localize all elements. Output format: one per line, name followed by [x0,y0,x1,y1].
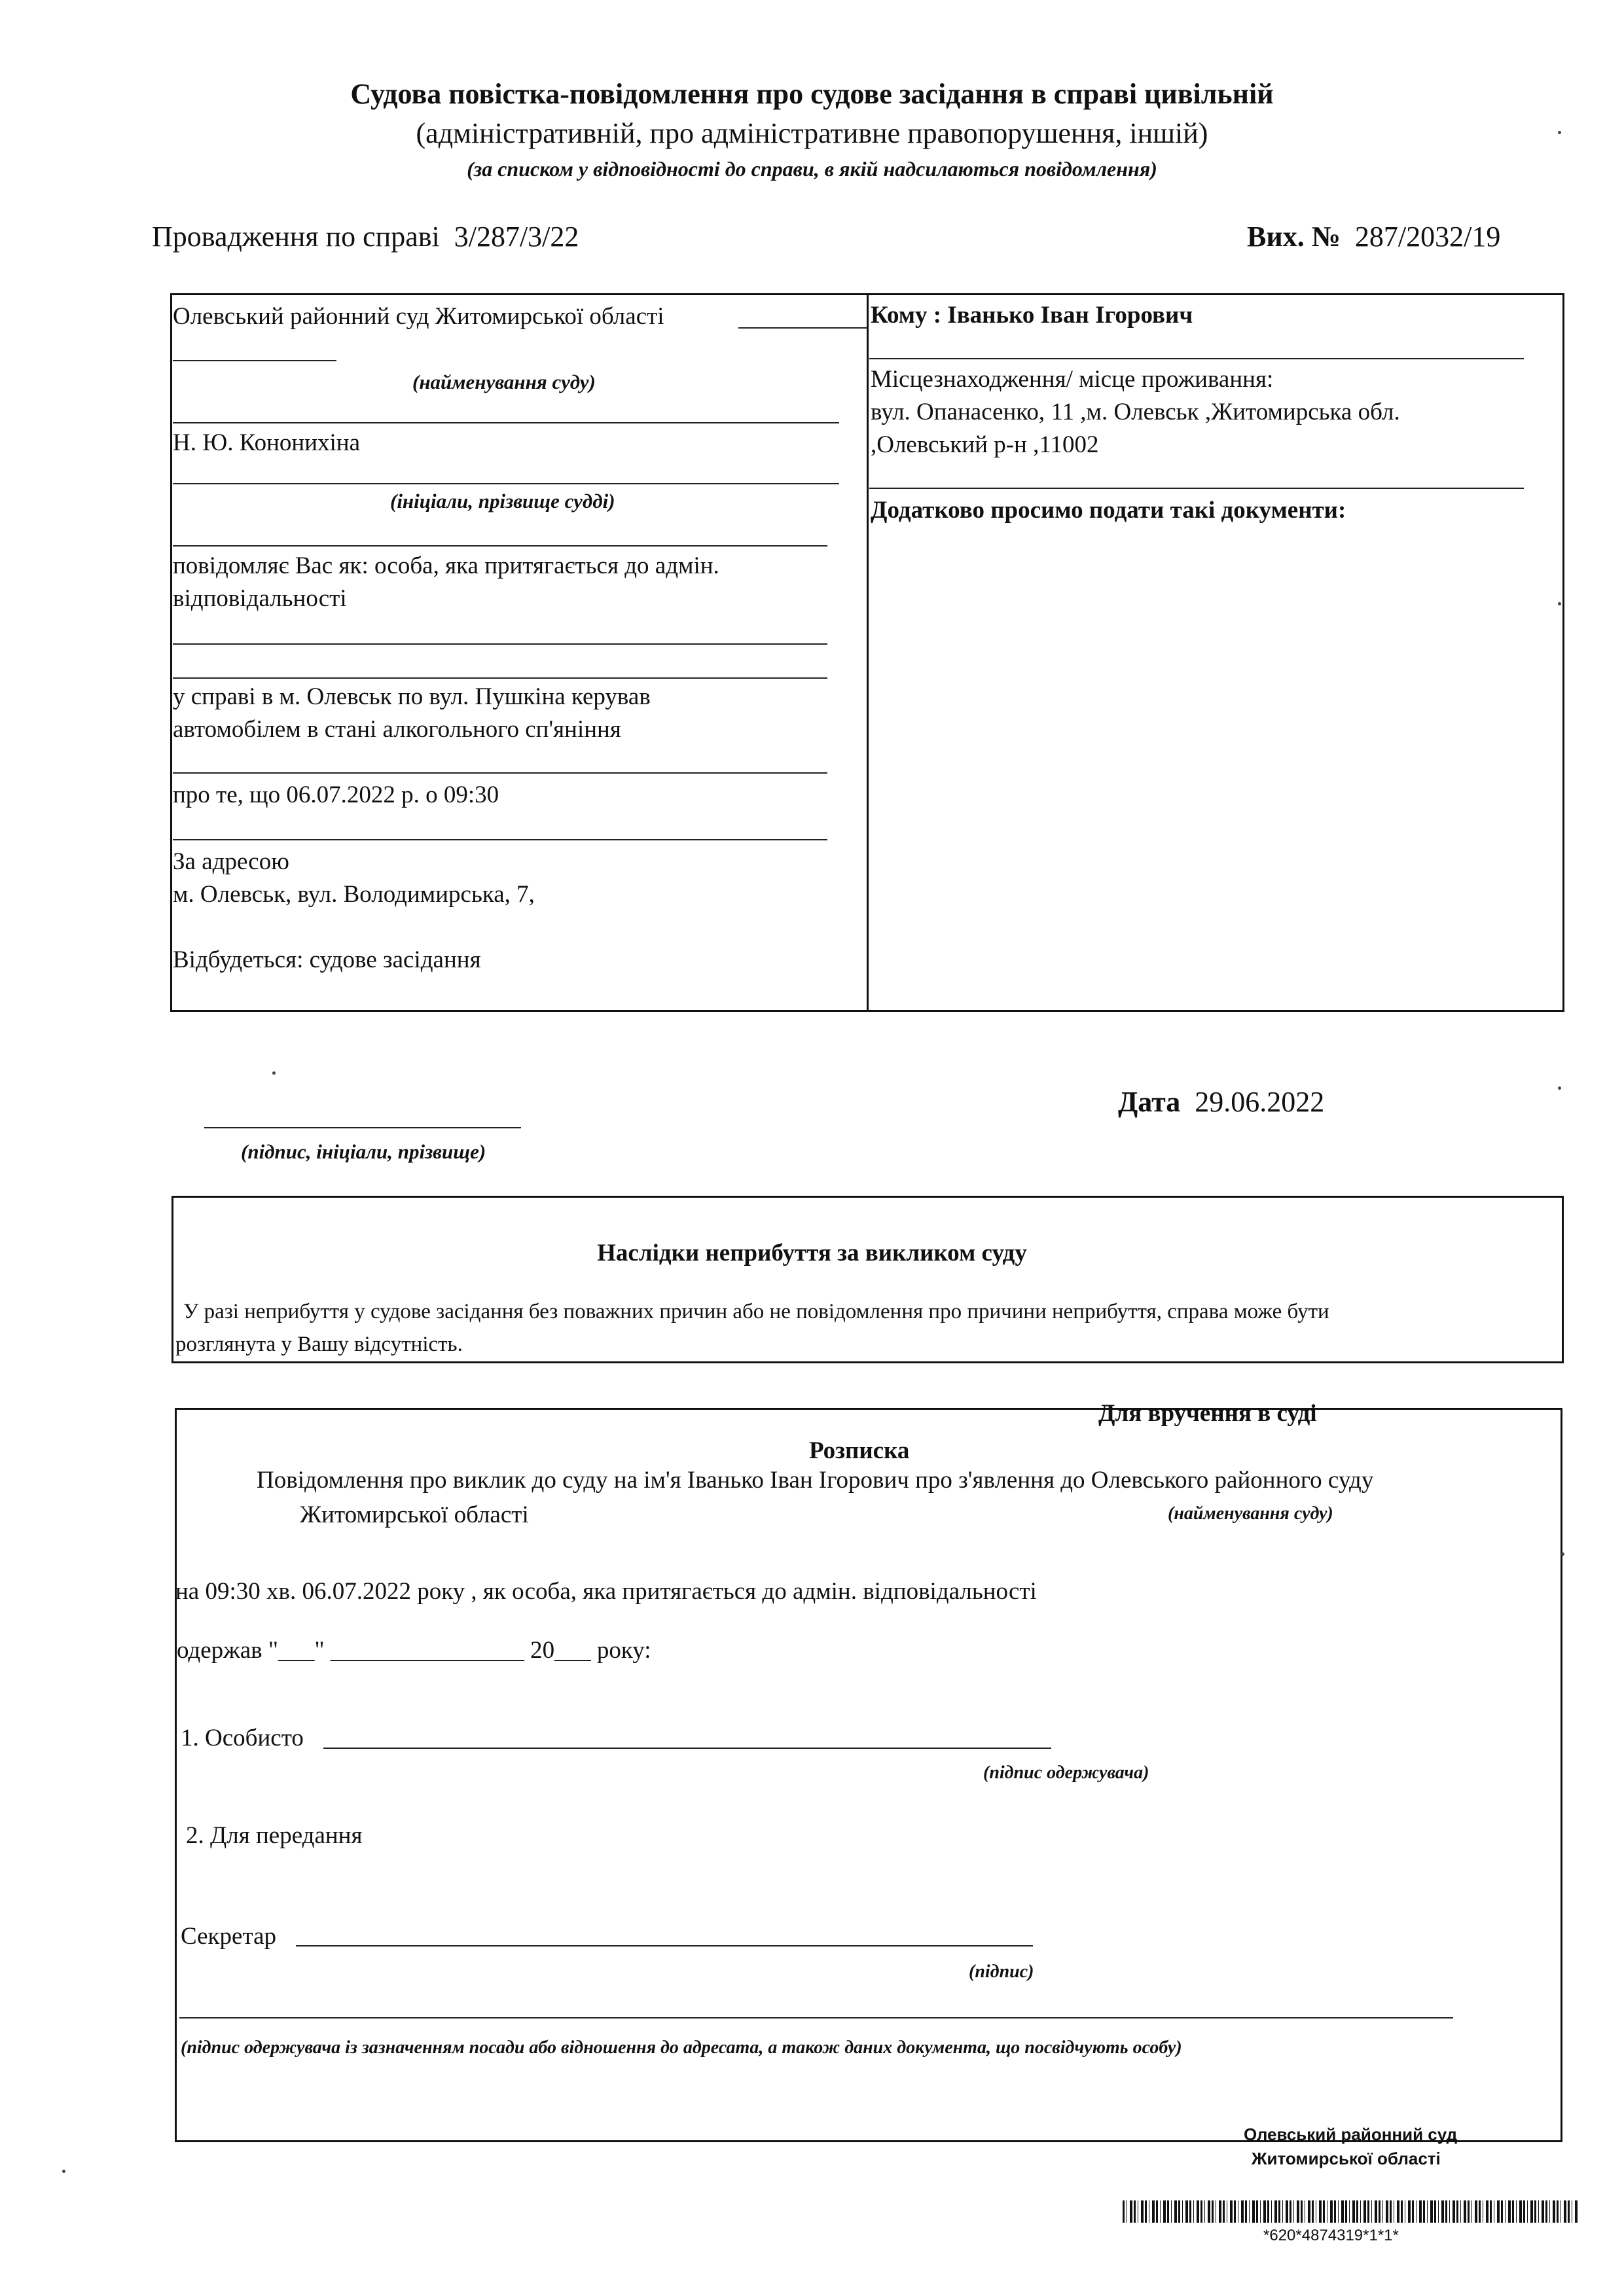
court-caption: (найменування суду) [412,370,596,393]
rule [173,677,827,679]
secretary-caption: (підпис) [969,1962,1034,1982]
barcode [1123,2200,1578,2223]
judge-caption: (ініціали, прізвище судді) [390,490,615,512]
scan-speck [1558,602,1561,605]
rule [173,360,336,361]
receipt-line-1: Повідомлення про виклик до суду на ім'я Іванько Іван Ігорович про з'явлення до Олевського районного суду [257,1467,1374,1494]
outgoing-number: 287/2032/19 [1354,221,1501,253]
secretary-signature-line [296,1945,1033,1946]
secretary-label: Секретар [181,1923,276,1950]
consequences-title: Наслідки неприбуття за викликом суду [597,1240,1027,1266]
scan-speck [1558,1086,1561,1090]
rule [173,643,827,645]
signature-line [204,1127,521,1128]
case-number: 3/287/3/22 [454,221,579,253]
document-title: Судова повістка-повідомлення про судове засідання в справі цивільній [350,78,1274,110]
scan-speck [1558,131,1561,134]
consequences-line-2: розглянута у Вашу відсутність. [175,1333,463,1356]
document-date [1118,1085,1324,1119]
date-label: Дата [1118,1086,1181,1118]
case-label: Провадження по справі [152,221,440,253]
document-subnote: (за списком у відповідності до справи, в якій надсилаються повідомлення) [467,157,1157,181]
hearing-event: Відбудеться: судове засідання [173,946,481,973]
recipient-address-2: ,Олевський р-н ,11002 [871,431,1099,458]
signature-caption: (підпис, ініціали, прізвище) [241,1140,486,1163]
notify-line-1: повідомляє Вас як: особа, яка притягається до адмін. [173,552,719,579]
personal-label: 1. Особисто [181,1725,304,1751]
date-value: 29.06.2022 [1195,1086,1325,1118]
scan-speck [1561,1552,1564,1556]
rule [173,545,827,547]
column-divider [867,293,869,1012]
case-reference [152,220,579,253]
rule [869,488,1524,489]
for-court-label: Для вручення в суді [1098,1400,1317,1427]
rule [173,839,827,840]
case-line-2: автомобілем в стані алкогольного сп'яніння [173,716,621,743]
bottom-caption: (підпис одержувача із зазначенням посади або відношення до адресата, а також даних документа, що посвідчують особу) [181,2037,1182,2058]
recipient: Кому : Іванько Іван Ігорович [871,302,1193,329]
hearing-address: м. Олевськ, вул. Володимирська, 7, [173,881,535,908]
judge-name: Н. Ю. Кононихіна [173,429,360,456]
case-line-1: у справі в м. Олевськ по вул. Пушкіна керував [173,683,651,710]
rule [173,422,839,423]
outgoing-label: Вих. № [1247,221,1341,253]
notify-line-2: відповідальності [173,585,347,612]
documents-label: Додатково просимо подати такі документи: [871,497,1346,524]
location-label: Місцезнаходження/ місце проживання: [871,366,1274,393]
receipt-court-caption: (найменування суду) [1168,1503,1333,1524]
personal-signature-line [323,1748,1051,1749]
received-date-line: одержав "___" ________________ 20___ року: [177,1637,651,1664]
rule [869,358,1524,359]
rule [738,327,867,329]
recipient-address-1: вул. Опанасенко, 11 ,м. Олевськ ,Житомирська обл. [871,399,1400,425]
stamp-region: Житомирської області [1252,2149,1441,2168]
address-label: За адресою [173,848,289,875]
barcode-text: *620*4874319*1*1* [1263,2227,1399,2244]
outgoing-reference [1247,220,1500,253]
scan-speck [62,2170,65,2173]
stamp-court-name: Олевський районний суд [1244,2125,1458,2144]
consequences-line-1: У разі неприбуття у судове засідання без поважних причин або не повідомлення про причини неприбуття, справа може бути [183,1300,1329,1323]
court-name: Олевський районний суд Житомирської області [173,303,664,330]
rule [173,483,839,484]
bottom-signature-line [179,2017,1453,2018]
rule [173,772,827,774]
personal-caption: (підпис одержувача) [983,1763,1149,1783]
receipt-line-2: Житомирської області [300,1501,529,1528]
receipt-title: Розписка [809,1437,910,1464]
receipt-time-line: на 09:30 хв. 06.07.2022 року , як особа, яка притягається до адмін. відповідальності [175,1578,1037,1605]
hearing-datetime: про те, що 06.07.2022 р. о 09:30 [173,781,499,808]
transfer-label: 2. Для передання [186,1822,363,1849]
scan-speck [272,1071,276,1075]
document-subtitle: (адміністративній, про адміністративне правопорушення, іншій) [416,117,1208,149]
